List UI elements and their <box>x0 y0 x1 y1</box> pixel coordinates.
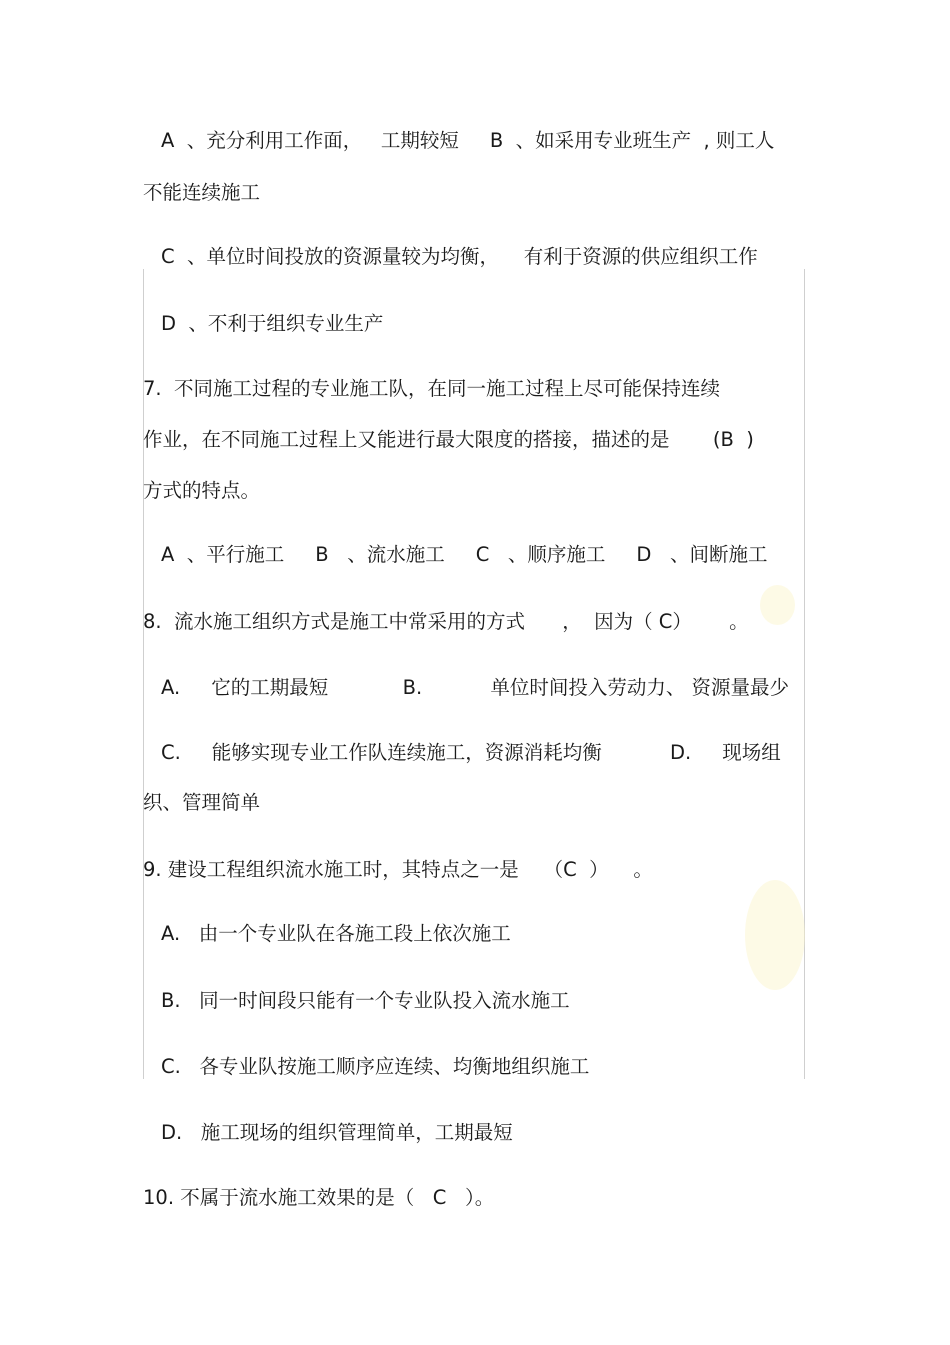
question-8-options-c-d: C. 能够实现专业工作队连续施工，资源消耗均衡 D. 现场组 <box>161 741 781 764</box>
question-9-option-a: A. 由一个专业队在各施工段上依次施工 <box>161 922 511 945</box>
question-7-options: A 、平行施工 B 、流水施工 C 、顺序施工 D 、间断施工 <box>161 543 768 566</box>
question-9-option-b: B. 同一时间段只能有一个专业队投入流水施工 <box>161 989 570 1012</box>
option-6c: C 、单位时间投放的资源量较为均衡， 有利于资源的供应组织工作 <box>161 245 758 268</box>
question-10: 10. 不属于流水施工效果的是（ C ）。 <box>143 1186 495 1209</box>
option-6d: D 、不利于组织专业生产 <box>161 312 384 335</box>
question-7-line-3: 方式的特点。 <box>143 479 261 502</box>
question-7: 7. 不同施工过程的专业施工队，在同一施工过程上尽可能保持连续 <box>143 377 721 400</box>
paper-stain <box>745 880 805 990</box>
question-8-option-d-continued: 织、管理简单 <box>143 791 261 814</box>
question-8: 8. 流水施工组织方式是施工中常采用的方式 ， 因为（ C） 。 <box>143 610 749 633</box>
option-6b-continued: 不能连续施工 <box>143 181 261 204</box>
option-6a-6b: A 、充分利用工作面， 工期较短 B 、如采用专业班生产 , 则工人 <box>161 129 775 152</box>
question-9-option-c: C. 各专业队按施工顺序应连续、均衡地组织施工 <box>161 1055 590 1078</box>
question-9-option-d: D. 施工现场的组织管理简单，工期最短 <box>161 1121 513 1144</box>
question-9: 9. 建设工程组织流水施工时，其特点之一是 （C ） 。 <box>143 858 653 881</box>
question-7-line-2: 作业，在不同施工过程上又能进行最大限度的搭接，描述的是 (B ) <box>143 428 754 451</box>
question-8-options-a-b: A. 它的工期最短 B. 单位时间投入劳动力、 资源量最少 <box>161 676 790 699</box>
paper-stain <box>760 585 795 625</box>
